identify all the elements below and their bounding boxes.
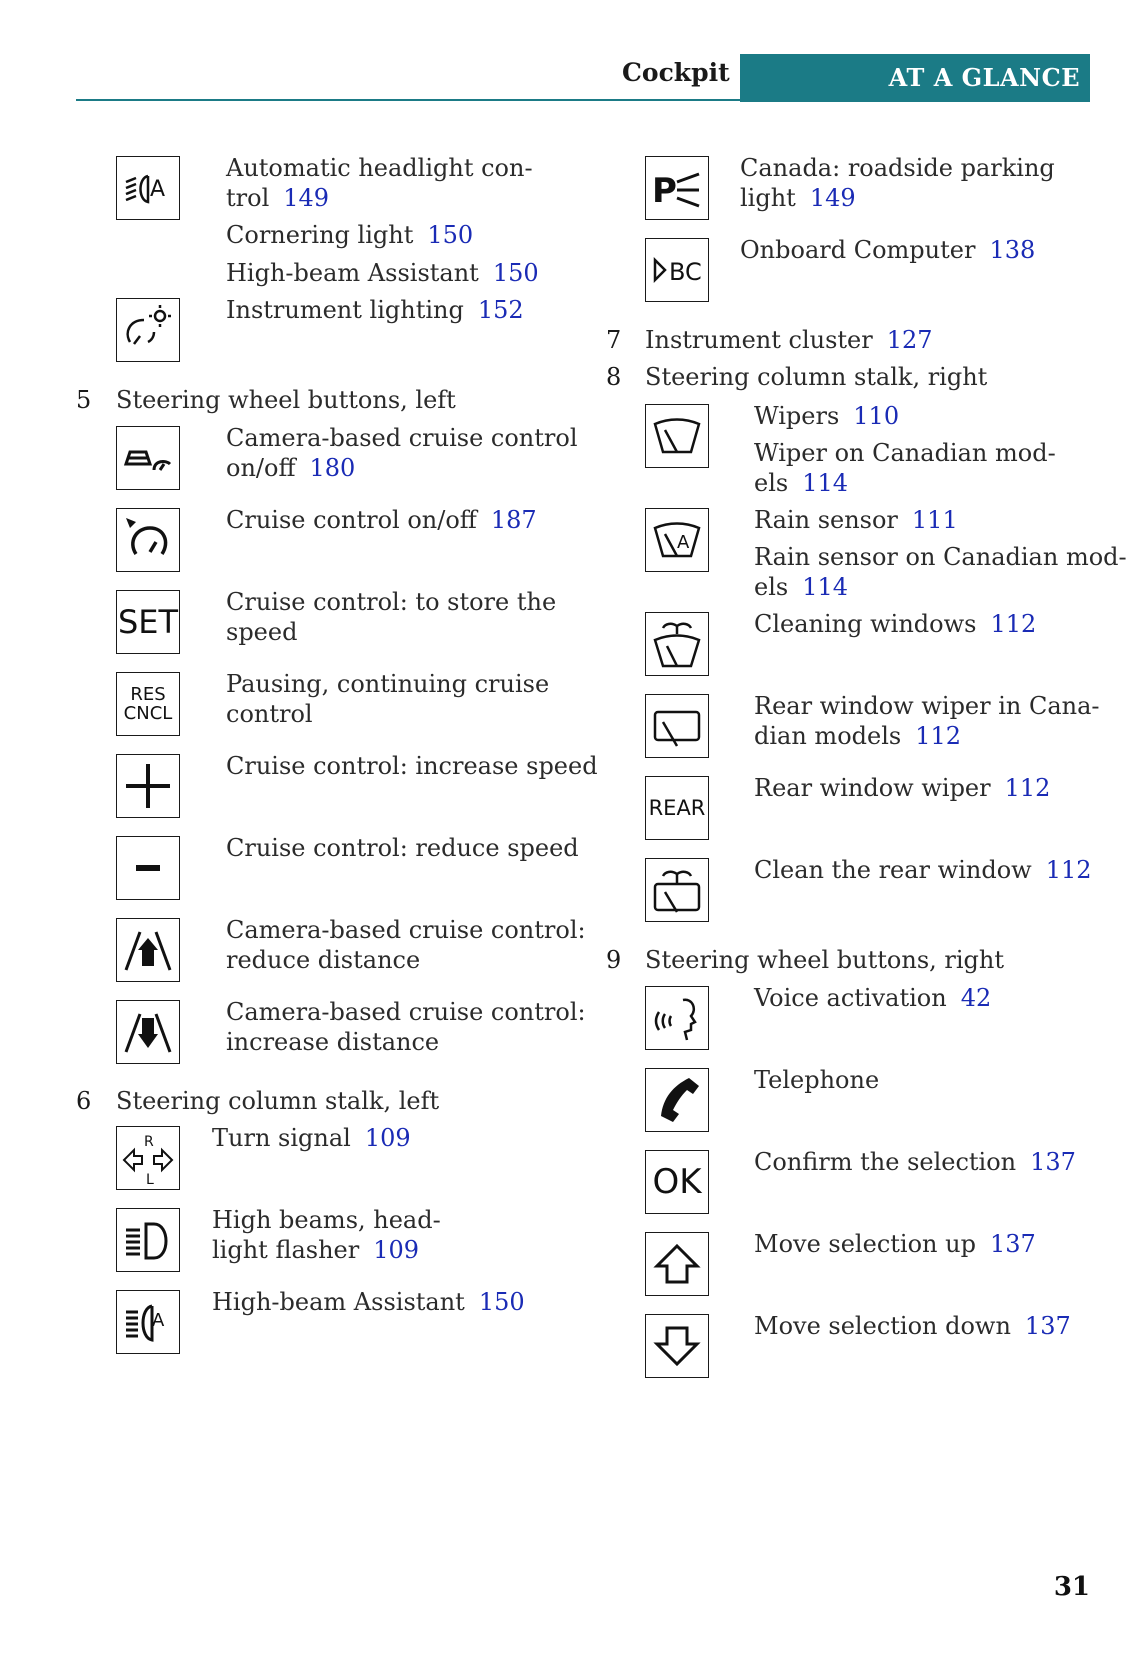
page-link[interactable]: 150	[478, 1288, 525, 1316]
high-beam-icon	[116, 1208, 180, 1272]
section-title: Steering wheel buttons, left	[116, 386, 456, 414]
item-high-beams-line1: High beams, head-	[212, 1206, 441, 1234]
svg-text:R: R	[144, 1134, 154, 1150]
svg-text:P: P	[652, 171, 677, 211]
page-link[interactable]: 114	[802, 469, 849, 497]
page-link[interactable]: 149	[809, 184, 856, 212]
page-number: 31	[1053, 1572, 1090, 1602]
svg-text:A: A	[677, 532, 690, 553]
item-wipers: Wipers 110	[754, 402, 900, 430]
page-link[interactable]: 112	[1045, 856, 1092, 884]
auto-headlight-icon	[116, 156, 180, 220]
item-rear-wiper-canadian-line1: Rear window wiper in Cana-	[754, 692, 1100, 720]
section-title: Steering wheel buttons, right	[645, 946, 1005, 974]
item-rear-wiper: Rear window wiper 112	[754, 774, 1051, 802]
item-telephone: Telephone	[754, 1066, 880, 1094]
page-link[interactable]: 137	[1030, 1148, 1076, 1176]
item-auto-headlight-line1: Automatic headlight con-	[226, 154, 533, 182]
item-rain-sensor-canadian-line2: els 114	[754, 573, 849, 601]
page-link[interactable]: 109	[364, 1124, 411, 1152]
item-cornering-light: Cornering light 150	[226, 221, 474, 249]
set-button-icon: SET	[116, 590, 180, 654]
page-link[interactable]: 152	[477, 296, 524, 324]
item-cruise-reduce: Cruise control: reduce speed	[226, 834, 579, 862]
high-beam-assistant-icon	[116, 1290, 180, 1354]
cruise-control-icon	[116, 508, 180, 572]
arrow-down-icon	[645, 1314, 709, 1378]
instrument-lighting-icon	[116, 298, 180, 362]
section-number: 6	[76, 1087, 92, 1115]
header-divider	[76, 99, 1090, 101]
section-number: 7	[606, 326, 622, 354]
item-distance-increase-line1: Camera-based cruise control:	[226, 998, 586, 1026]
res-cncl-button-icon: RES CNCL	[116, 672, 180, 736]
item-high-beams-line2: light flasher 109	[212, 1236, 420, 1264]
turn-signal-icon	[116, 1126, 180, 1190]
page-link[interactable]: 180	[309, 454, 356, 482]
rain-sensor-icon	[645, 508, 709, 572]
item-cruise-pause-line1: Pausing, continuing cruise	[226, 670, 550, 698]
page-link[interactable]: 112	[915, 722, 962, 750]
camera-cruise-control-icon	[116, 426, 180, 490]
item-distance-increase-line2: increase distance	[226, 1028, 440, 1056]
section-title: Steering column stalk, left	[116, 1087, 440, 1115]
header-chapter: Cockpit	[622, 58, 730, 87]
item-confirm-selection: Confirm the selection 137	[754, 1148, 1076, 1176]
item-clean-rear-window: Clean the rear window 112	[754, 856, 1092, 884]
parking-light-icon	[645, 156, 709, 220]
page-link[interactable]: 42	[960, 984, 992, 1012]
onboard-computer-icon	[645, 238, 709, 302]
header-section-tab	[740, 54, 1090, 102]
item-cruise-onoff: Cruise control on/off 187	[226, 506, 537, 534]
page-link[interactable]: 187	[490, 506, 537, 534]
section-title: Instrument cluster 127	[645, 326, 933, 354]
section-number: 8	[606, 363, 622, 391]
page-link[interactable]: 112	[990, 610, 1037, 638]
item-wiper-canadian-line2: els 114	[754, 469, 849, 497]
item-high-beam-assistant: High-beam Assistant 150	[226, 259, 539, 287]
page-link[interactable]: 114	[802, 573, 849, 601]
page-link[interactable]: 112	[1004, 774, 1051, 802]
item-turn-signal: Turn signal 109	[212, 1124, 411, 1152]
svg-text:A: A	[152, 1310, 165, 1331]
item-move-selection-up: Move selection up 137	[754, 1230, 1036, 1258]
distance-increase-icon	[116, 1000, 180, 1064]
telephone-icon	[645, 1068, 709, 1132]
rear-button-icon: REAR	[645, 776, 709, 840]
plus-icon	[116, 754, 180, 818]
item-voice-activation: Voice activation 42	[754, 984, 992, 1012]
item-cruise-pause-line2: control	[226, 700, 313, 728]
ok-button-icon: OK	[645, 1150, 709, 1214]
svg-text:L: L	[146, 1172, 154, 1186]
item-cruise-store-line2: speed	[226, 618, 298, 646]
item-wiper-canadian-line1: Wiper on Canadian mod-	[754, 439, 1056, 467]
washer-icon	[645, 612, 709, 676]
section-number: 5	[76, 386, 92, 414]
minus-icon	[116, 836, 180, 900]
section-number: 9	[606, 946, 622, 974]
item-cruise-increase: Cruise control: increase speed	[226, 752, 598, 780]
item-instrument-lighting: Instrument lighting 152	[226, 296, 524, 324]
item-roadside-parking-line2: light 149	[740, 184, 856, 212]
item-onboard-computer: Onboard Computer 138	[740, 236, 1036, 264]
item-distance-reduce-line2: reduce distance	[226, 946, 421, 974]
item-roadside-parking-line1: Canada: roadside parking	[740, 154, 1055, 182]
section-title: Steering column stalk, right	[645, 363, 988, 391]
item-auto-headlight-line2: trol 149	[226, 184, 330, 212]
page-link[interactable]: 109	[373, 1236, 420, 1264]
page-link[interactable]: 137	[989, 1230, 1036, 1258]
item-cleaning-windows: Cleaning windows 112	[754, 610, 1037, 638]
item-rain-sensor: Rain sensor 111	[754, 506, 958, 534]
svg-text:BC: BC	[669, 258, 702, 286]
page-link[interactable]: 111	[911, 506, 958, 534]
page-link[interactable]: 150	[427, 221, 474, 249]
item-distance-reduce-line1: Camera-based cruise control:	[226, 916, 586, 944]
rear-wiper-canadian-icon	[645, 694, 709, 758]
page-link[interactable]: 150	[492, 259, 539, 287]
page-link[interactable]: 137	[1024, 1312, 1071, 1340]
item-high-beam-assistant-2: High-beam Assistant 150	[212, 1288, 525, 1316]
header-section-label: AT A GLANCE	[888, 63, 1080, 92]
rear-washer-icon	[645, 858, 709, 922]
wiper-icon	[645, 404, 709, 468]
item-cruise-store-line1: Cruise control: to store the	[226, 588, 557, 616]
item-camera-cruise-onoff-line2: on/off 180	[226, 454, 356, 482]
voice-activation-icon	[645, 986, 709, 1050]
item-move-selection-down: Move selection down 137	[754, 1312, 1071, 1340]
item-camera-cruise-onoff-line1: Camera-based cruise control	[226, 424, 578, 452]
svg-text:A: A	[150, 177, 166, 202]
page-link[interactable]: 110	[853, 402, 900, 430]
page-link[interactable]: 149	[283, 184, 330, 212]
distance-reduce-icon	[116, 918, 180, 982]
item-rain-sensor-canadian-line1: Rain sensor on Canadian mod-	[754, 543, 1127, 571]
item-rear-wiper-canadian-line2: dian models 112	[754, 722, 962, 750]
arrow-up-icon	[645, 1232, 709, 1296]
page-link[interactable]: 127	[886, 326, 933, 354]
page-link[interactable]: 138	[989, 236, 1036, 264]
